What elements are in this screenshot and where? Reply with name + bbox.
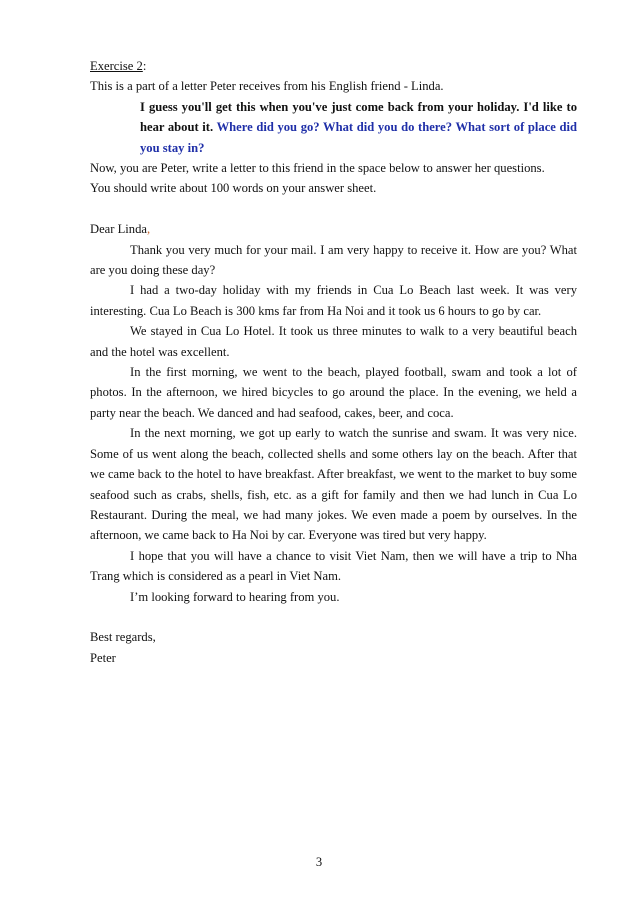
letter-signature: Peter xyxy=(90,650,116,665)
greeting-name: Dear Linda xyxy=(90,222,147,237)
exercise-label: Exercise 2 xyxy=(90,59,143,73)
letter-greeting xyxy=(90,219,577,239)
instruction-line-2: You should write about 100 words on your answer sheet. xyxy=(90,181,377,196)
letter-paragraph-2: I had a two-day holiday with my friends in Cua Lo Beach last week. It was very interesting. Cua Lo Beach is 300 kms far from Ha Noi and it took us 6 hours to go by car. xyxy=(90,283,577,318)
greeting-comma: , xyxy=(147,222,151,237)
spacer xyxy=(90,607,577,627)
letter-paragraph-4: In the first morning, we went to the beach, played football, swam and took a lot of photos. In the afternoon, we hired bicycles to go around the place. In the evening, we held a party near the beach. We danced and had seafood, cakes, beer, and coca. xyxy=(90,365,577,420)
exercise-heading xyxy=(90,56,577,76)
letter-paragraph-3: We stayed in Cua Lo Hotel. It took us three minutes to walk to a very beautiful beach and the hotel was excellent. xyxy=(90,324,577,359)
quote-black-text: I guess you'll get this when you've just come back from your holiday. I'd like to hear about it. xyxy=(140,99,577,135)
page-number: 3 xyxy=(315,855,323,869)
document-page xyxy=(90,56,577,668)
spacer xyxy=(90,199,577,219)
quote-questions: Where did you go? What did you do there? What sort of place did you stay in? xyxy=(140,120,578,155)
instruction-line-1: Now, you are Peter, write a letter to this friend in the space below to answer her questions. xyxy=(90,161,545,176)
exercise-intro: This is a part of a letter Peter receives from his English friend - Linda. xyxy=(90,79,444,94)
letter-closing: Best regards, xyxy=(90,630,156,645)
letter-quote xyxy=(140,97,577,158)
exercise-colon: : xyxy=(142,59,147,73)
letter-paragraph-5: In the next morning, we got up early to watch the sunrise and swam. It was very nice. Some of us went along the beach, collected shells and some others lay on the beach. After that we came back to the hotel to have breakfast. After breakfast, we went to the market to buy some seafood such as crabs, shells, fish, etc. as a gift for family and then we had lunch in Cua Lo Restaurant. During the meal, we had many jokes. We even made a poem by ourselves. In the afternoon, we came back to Ha Noi by car. Everyone was tired but very happy. xyxy=(90,426,577,543)
letter-paragraph-1: Thank you very much for your mail. I am very happy to receive it. How are you? What are you doing these day? xyxy=(90,242,577,278)
letter-paragraph-7: I’m looking forward to hearing from you. xyxy=(130,589,340,604)
letter-paragraph-6: I hope that you will have a chance to visit Viet Nam, then we will have a trip to Nha Trang which is considered as a pearl in Viet Nam. xyxy=(90,548,577,584)
